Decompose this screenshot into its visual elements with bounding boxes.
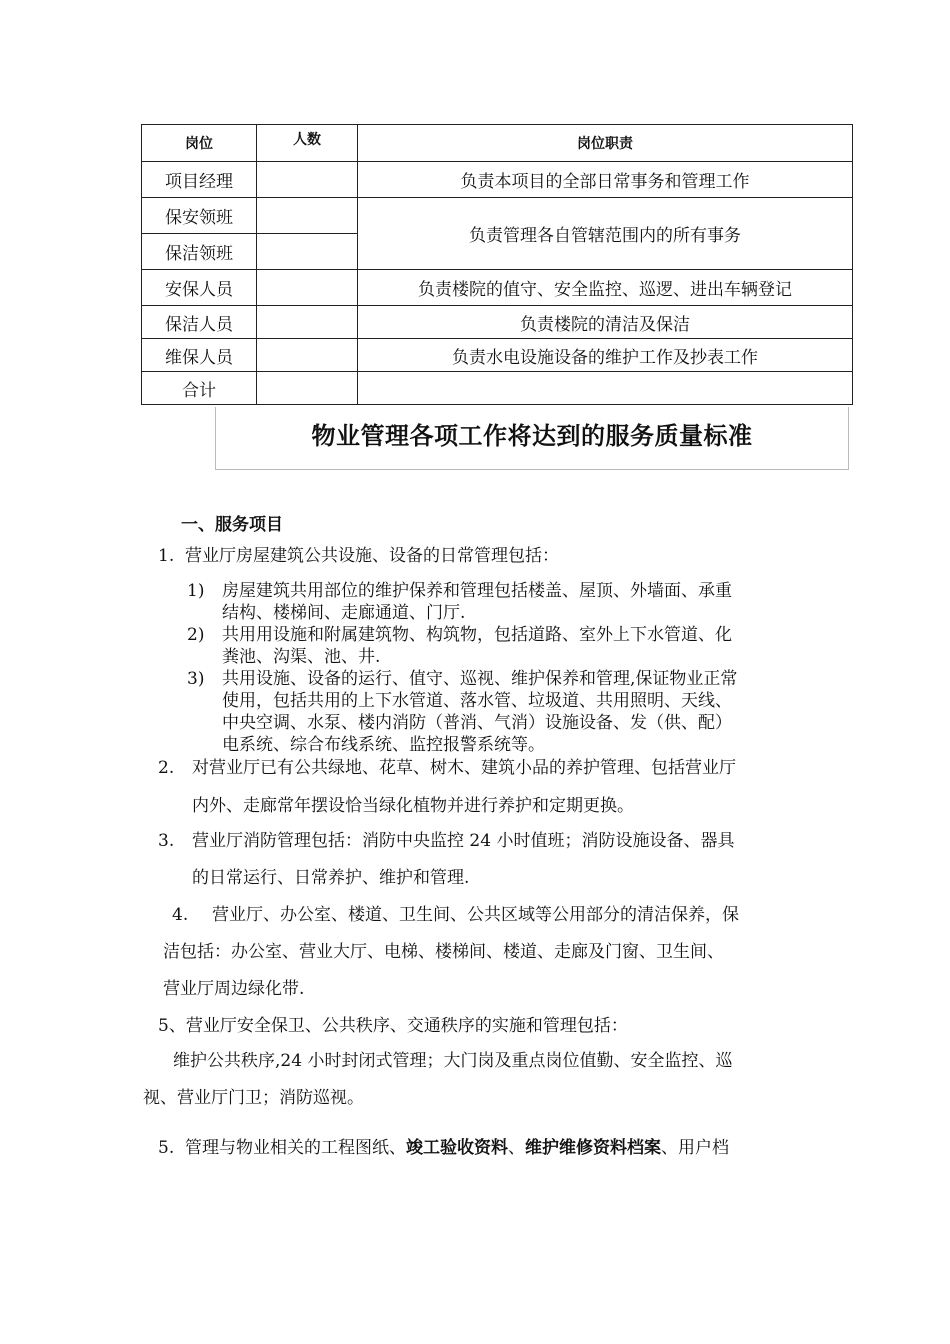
post-cell: 安保人员 bbox=[142, 270, 257, 306]
item-line: 洁包括：办公室、营业大厅、电梯、楼梯间、楼道、走廊及门窗、卫生间、 bbox=[163, 942, 724, 962]
staffing-table bbox=[141, 124, 853, 405]
duty-cell-merged: 负责管理各自管辖范围内的所有事务 bbox=[358, 198, 853, 270]
item-text-strong: 维护维修资料档案 bbox=[525, 1138, 662, 1158]
table-row bbox=[142, 306, 853, 339]
item-number: 4. bbox=[172, 905, 189, 925]
duty-cell: 负责本项目的全部日常事务和管理工作 bbox=[358, 162, 853, 198]
count-cell bbox=[257, 198, 358, 234]
table-row bbox=[142, 372, 853, 405]
count-cell bbox=[257, 162, 358, 198]
sub-item-line: 共用设施、设备的运行、值守、巡视、维护保养和管理,保证物业正常 bbox=[222, 669, 738, 689]
item-text: 、 bbox=[508, 1138, 526, 1158]
title-box bbox=[215, 407, 849, 470]
sub-item-line: 粪池、沟渠、池、井. bbox=[222, 647, 381, 667]
item-number: 1. bbox=[158, 546, 175, 566]
sub-item-number: 2) bbox=[187, 625, 205, 645]
count-cell bbox=[257, 306, 358, 339]
item-line: 营业厅、办公室、楼道、卫生间、公共区域等公用部分的清洁保养，保 bbox=[212, 905, 739, 925]
duty-cell: 负责水电设施设备的维护工作及抄表工作 bbox=[358, 339, 853, 372]
sub-item-number: 1) bbox=[187, 581, 205, 601]
section-heading: 一、服务项目 bbox=[181, 515, 283, 535]
page-title: 物业管理各项工作将达到的服务质量标准 bbox=[311, 422, 753, 450]
item-line: 营业厅周边绿化带. bbox=[163, 979, 305, 999]
item-line: 5、营业厅安全保卫、公共秩序、交通秩序的实施和管理包括： bbox=[158, 1016, 628, 1036]
item-text: 管理与物业相关的工程图纸、 bbox=[185, 1138, 407, 1158]
header-duty: 岗位职责 bbox=[358, 125, 853, 162]
duty-cell bbox=[358, 372, 853, 405]
sub-item-line: 结构、楼梯间、走廊通道、门厅. bbox=[222, 603, 466, 623]
count-cell bbox=[257, 372, 358, 405]
post-cell: 保安领班 bbox=[142, 198, 257, 234]
sub-item-line: 中央空调、水泵、楼内消防（普消、气消）设施设备、发（供、配） bbox=[222, 713, 732, 733]
sub-item-line: 共用用设施和附属建筑物、构筑物，包括道路、室外上下水管道、化 bbox=[222, 625, 732, 645]
item-line: 视、营业厅门卫；消防巡视。 bbox=[143, 1088, 364, 1108]
item-number: 2. bbox=[158, 758, 175, 778]
sub-item-number: 3) bbox=[187, 669, 205, 689]
count-cell bbox=[257, 234, 358, 270]
table-row bbox=[142, 339, 853, 372]
item-line: 内外、走廊常年摆设恰当绿化植物并进行养护和定期更换。 bbox=[192, 796, 634, 816]
header-count: 人数 bbox=[257, 125, 358, 162]
list-item bbox=[158, 545, 559, 567]
sub-item-line: 房屋建筑共用部位的维护保养和管理包括楼盖、屋顶、外墙面、承重 bbox=[222, 581, 732, 601]
item-line: 维护公共秩序,24 小时封闭式管理；大门岗及重点岗位值勤、安全监控、巡 bbox=[173, 1051, 733, 1071]
table-row bbox=[142, 162, 853, 198]
post-cell: 项目经理 bbox=[142, 162, 257, 198]
sub-item-line: 电系统、综合布线系统、监控报警系统等。 bbox=[222, 735, 545, 755]
post-cell: 保洁领班 bbox=[142, 234, 257, 270]
item-line: 对营业厅已有公共绿地、花草、树木、建筑小品的养护管理、包括营业厅 bbox=[192, 758, 736, 778]
count-cell bbox=[257, 270, 358, 306]
duty-cell: 负责楼院的清洁及保洁 bbox=[358, 306, 853, 339]
duty-cell: 负责楼院的值守、安全监控、巡逻、进出车辆登记 bbox=[358, 270, 853, 306]
item-number: 5. bbox=[158, 1138, 175, 1158]
item-number: 3. bbox=[158, 831, 175, 851]
item-text: 、用户档 bbox=[661, 1138, 730, 1158]
table-header-row bbox=[142, 125, 853, 162]
post-cell: 维保人员 bbox=[142, 339, 257, 372]
table-row bbox=[142, 198, 853, 234]
post-cell: 保洁人员 bbox=[142, 306, 257, 339]
count-cell bbox=[257, 339, 358, 372]
item-text-strong: 竣工验收资料 bbox=[406, 1138, 509, 1158]
post-cell: 合计 bbox=[142, 372, 257, 405]
header-post: 岗位 bbox=[142, 125, 257, 162]
item-line: 的日常运行、日常养护、维护和管理. bbox=[192, 868, 470, 888]
sub-item-line: 使用，包括共用的上下水管道、落水管、垃圾道、共用照明、天线、 bbox=[222, 691, 732, 711]
table-row bbox=[142, 270, 853, 306]
list-item bbox=[158, 1137, 729, 1159]
item-line: 营业厅消防管理包括：消防中央监控 24 小时值班；消防设施设备、器具 bbox=[192, 831, 735, 851]
item-text: 营业厅房屋建筑公共设施、设备的日常管理包括： bbox=[185, 546, 560, 566]
